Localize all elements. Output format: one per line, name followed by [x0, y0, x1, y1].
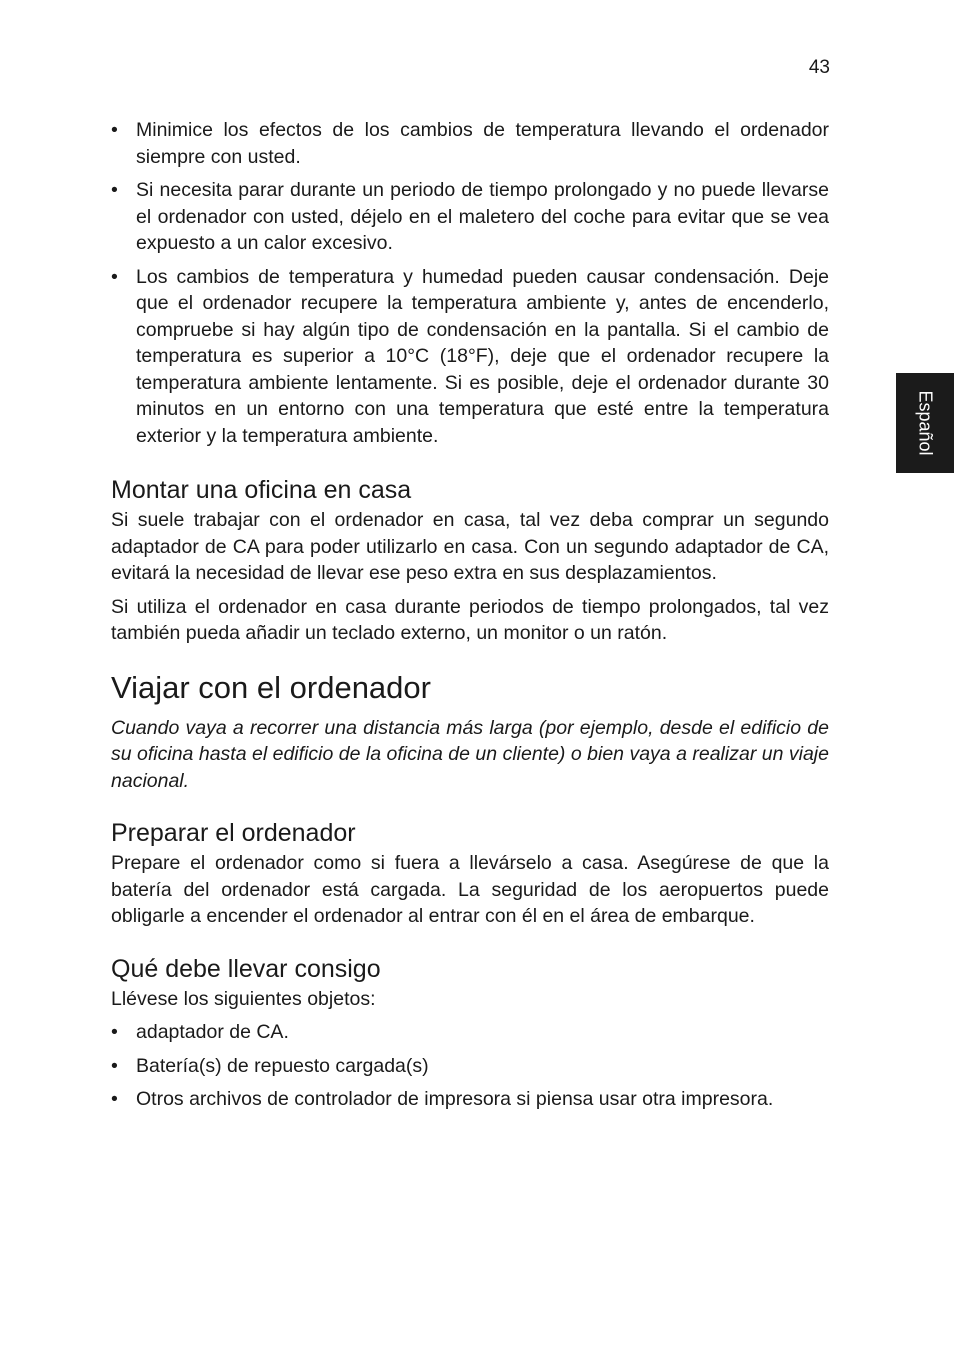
prepare-heading: Preparar el ordenador: [111, 819, 356, 847]
language-tab: [896, 373, 954, 473]
temperature-tips-list: [111, 117, 829, 449]
list-item: • Si necesita parar durante un periodo de tiempo prolongado y no puede llevarse el ordenador con usted, déjelo en el maletero del coche para evitar que se vea expuesto a un calor excesivo.: [111, 177, 829, 257]
page-content: [111, 117, 829, 1120]
language-tab-label: Español: [915, 390, 936, 456]
bring-items-list: [111, 1019, 829, 1113]
list-item: • Batería(s) de repuesto cargada(s): [111, 1053, 829, 1080]
bring-intro: Llévese los siguientes objetos:: [111, 987, 376, 1010]
travel-intro: Cuando vaya a recorrer una distancia más larga (por ejemplo, desde el edificio de su oficina hasta el edificio de la oficina de un cliente) o bien vaya a realizar un viaje nacional.: [111, 716, 829, 792]
office-paragraph: Si utiliza el ordenador en casa durante periodos de tiempo prolongados, tal vez también pueda añadir un teclado externo, un monitor o un ratón.: [111, 595, 829, 644]
page-number: 43: [808, 57, 830, 78]
list-item: • Minimice los efectos de los cambios de temperatura llevando el ordenador siempre con usted.: [111, 117, 829, 170]
office-heading: Montar una oficina en casa: [111, 476, 412, 504]
office-paragraph: Si suele trabajar con el ordenador en casa, tal vez deba comprar un segundo adaptador de CA para poder utilizarlo en casa. Con un segundo adaptador de CA, evitará la necesidad de llevar ese peso extra en sus desplazamientos.: [111, 509, 829, 584]
prepare-paragraph: Prepare el ordenador como si fuera a llevárselo a casa. Asegúrese de que la batería del ordenador está cargada. La seguridad de los aeropuertos puede obligarle a encender el ordenador al entrar con él en el área de embarque.: [111, 852, 829, 927]
list-item: • adaptador de CA.: [111, 1019, 829, 1046]
list-item: • Los cambios de temperatura y humedad pueden causar condensación. Deje que el ordenador recupere la temperatura ambiente y, antes de encenderlo, compruebe si hay algún tipo de condensación en la pantalla. Si el cambio de temperatura es superior a 10°C (18°F), deje que el ordenador recupere la temperatura ambiente lentamente. Si es posible, deje el ordenador durante 30 minutos en un entorno con una temperatura que esté entre la temperatura exterior y la temperatura ambiente.: [111, 264, 829, 450]
list-item: • Otros archivos de controlador de impresora si piensa usar otra impresora.: [111, 1086, 829, 1113]
travel-heading: Viajar con el ordenador: [111, 669, 431, 705]
bring-heading: Qué debe llevar consigo: [111, 954, 381, 983]
